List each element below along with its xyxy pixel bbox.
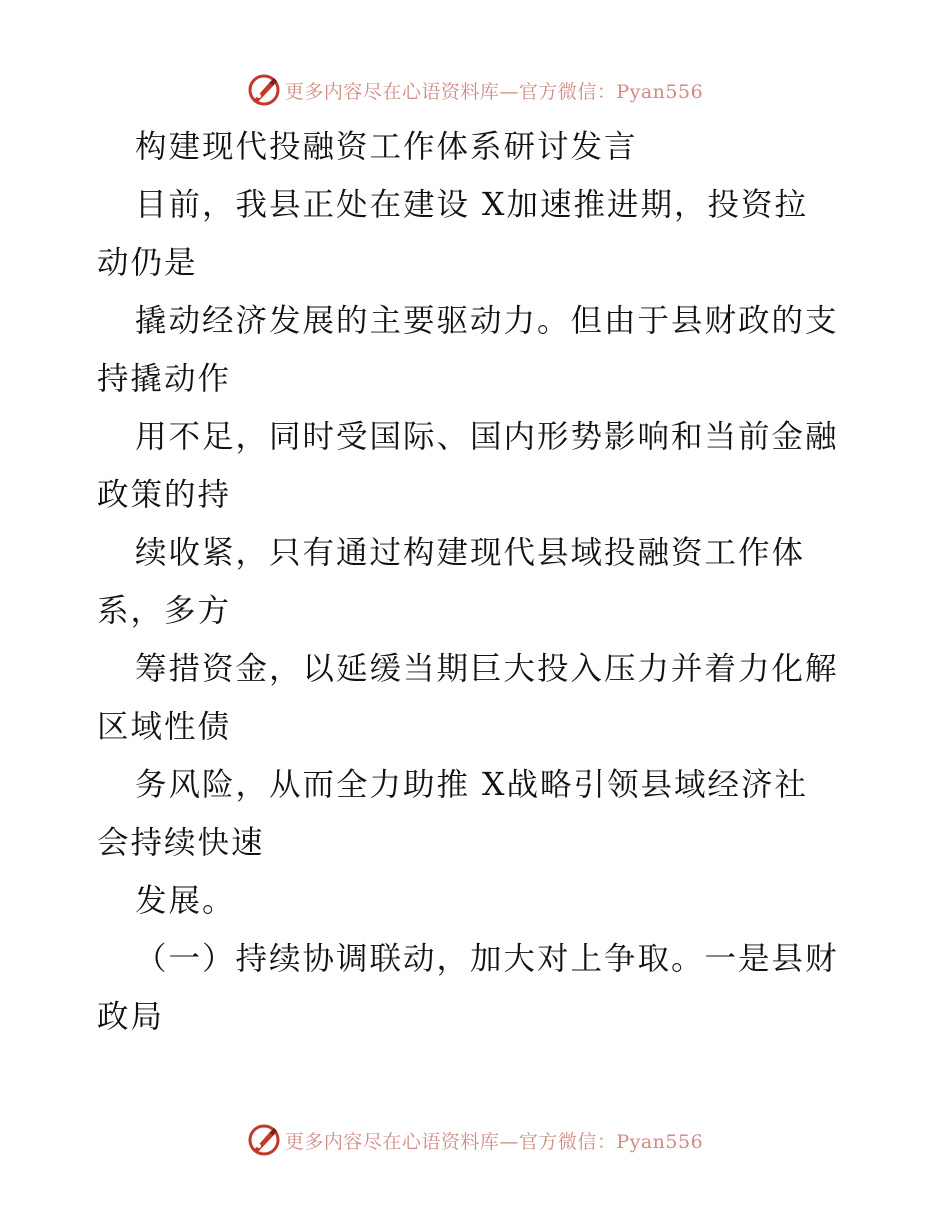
text-line: 务风险，从而全力助推 X战略引领县域经济社 [135, 767, 808, 803]
watermark-text: 更多内容尽在心语资料库—官方微信：Pyan556 [284, 80, 704, 103]
pen-logo-icon [247, 1123, 281, 1157]
text-line: 目前，我县正处在建设 X加速推进期，投资拉 [135, 187, 808, 223]
text-line: 区域性债 [97, 709, 232, 745]
text-line: （一）持续协调联动，加大对上争取。一是县财 [135, 941, 839, 977]
text-line: 用不足，同时受国际、国内形势影响和当前金融 [135, 419, 839, 455]
watermark-text: 更多内容尽在心语资料库—官方微信：Pyan556 [284, 1130, 704, 1153]
text-line: 持撬动作 [97, 361, 232, 397]
text-line: 构建现代投融资工作体系研讨发言 [135, 129, 638, 165]
text-line: 政策的持 [97, 477, 232, 513]
text-line: 撬动经济发展的主要驱动力。但由于县财政的支 [135, 303, 839, 339]
text-line: 续收紧，只有通过构建现代县域投融资工作体 [135, 535, 806, 571]
header-watermark [0, 70, 950, 110]
text-line: 系，多方 [97, 593, 232, 629]
footer-watermark [0, 1120, 950, 1160]
text-line: 政局 [97, 999, 165, 1035]
text-line: 筹措资金，以延缓当期巨大投入压力并着力化解 [135, 651, 839, 687]
text-line: 动仍是 [97, 245, 198, 281]
pen-logo-icon [247, 73, 281, 107]
document-body [97, 118, 857, 1046]
text-line: 发展。 [135, 883, 236, 919]
text-line: 会持续快速 [97, 825, 265, 861]
